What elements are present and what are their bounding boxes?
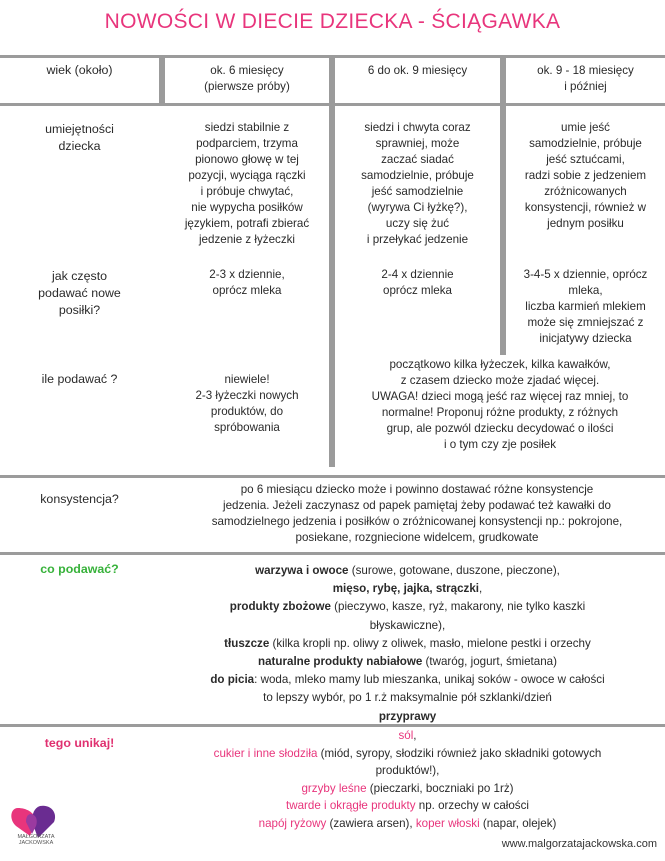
avoid-line: produktów!), <box>375 764 440 778</box>
what-label: co podawać? <box>40 562 119 576</box>
skills-col-3: umie jeść samodzielnie, próbuje jeść sztućcami, radzi sobie z jedzeniem zróżnicowanych konsystencji, również w jednym posiłku <box>524 121 647 230</box>
what-line: to lepszy wybór, po 1 r.ż maksymalnie pół szklanki/dzień <box>263 691 552 705</box>
avoid-line: twarde i okrągłe produkty np. orzechy w całości <box>286 799 529 813</box>
skills-col-2: siedzi i chwyta coraz sprawniej, może zaczać siadać samodzielnie, próbuje jeść samodzielnie (wyrywa Ci łyżkę?), uczy się żuć i przełykać jedzenie <box>361 121 474 246</box>
avoid-line: cukier i inne słodziła (miód, syropy, słodziki również jako składniki gotowych <box>213 746 602 760</box>
age-col-1: ok. 6 miesięcy (pierwsze próby) <box>204 64 290 93</box>
what-line: mięso, rybę, jajka, strączki, <box>332 582 483 596</box>
heart-logo-icon <box>10 800 62 858</box>
age-label: wiek (około) <box>46 63 113 77</box>
avoid-line: napój ryżowy (zawiera arsen), koper włoski (napar, olejek) <box>258 816 557 830</box>
what-line: do picia: woda, mleko mamy lub mieszanka, unikaj soków - owoce w całości <box>210 673 605 687</box>
website-link[interactable]: www.malgorzatajackowska.com <box>501 838 657 850</box>
logo-text: MAŁGORZATA JACKOWSKA <box>17 834 55 846</box>
avoid-line: grzyby leśne (pieczarki, boczniaki po 1rż) <box>301 781 514 795</box>
skills-label: umiejętności dziecka <box>45 122 114 153</box>
frequency-col-2: 2-4 x dziennie oprócz mleka <box>381 268 454 297</box>
what-line: warzywa i owoce (surowe, gotowane, duszone, pieczone), <box>255 564 560 577</box>
page-title: NOWOŚCI W DIECIE DZIECKA - ŚCIĄGAWKA <box>104 10 561 33</box>
skills-col-1: siedzi stabilnie z podparciem, trzyma pionowo głowę w tej pozycji, wyciąga rączki i próbuje chwytać, nie wypycha posiłków językiem, potrafi zbierać jedzenie z łyżeczki <box>184 121 310 246</box>
frequency-col-3: 3-4-5 x dziennie, oprócz mleka, liczba karmień mlekiem może się zmniejszać z inicjatywy dziecka <box>523 268 648 345</box>
age-col-3: ok. 9 - 18 miesięcy i później <box>537 64 634 93</box>
what-line: produkty zbożowe (pieczywo, kasze, ryż, makarony, nie tylko kaszki <box>229 600 586 614</box>
avoid-line: sól, <box>398 729 417 742</box>
what-line: przyprawy <box>378 709 437 723</box>
age-col-2: 6 do ok. 9 miesięcy <box>367 64 468 77</box>
frequency-label: jak często podawać nowe posiłki? <box>38 269 121 317</box>
amount-col-1: niewiele! 2-3 łyżeczki nowych produktów, do spróbowania <box>195 373 299 434</box>
amount-label: ile podawać ? <box>41 372 118 386</box>
rule-table-bottom <box>0 475 665 478</box>
avoid-label: tego unikaj! <box>44 736 115 750</box>
rule-consistency-bottom <box>0 552 665 555</box>
consistency-text: po 6 miesiącu dziecko może i powinno dostawać różne konsystencje jedzenia. Jeżeli zaczynasz od papek pamiętaj żeby podawać też kawałki do samodzielnego jedzenia i posiłków o zróżnicowanej konsystencji np.: pokrojone, posiekane, rozgniecione widelcem, grudkowate <box>211 483 623 544</box>
frequency-col-1: 2-3 x dziennie, oprócz mleka <box>209 268 285 297</box>
what-list <box>150 562 665 726</box>
what-line: błyskawiczne), <box>369 618 446 632</box>
amount-col-23: początkowo kilka łyżeczek, kilka kawałków, z czasem dziecko może zjadać więcej. UWAGA! dzieci mogą jeść raz więcej raz mniej, to normalne! Proponuj różne produkty, z różnych grup, ale pozwól dziecku decydować o ilości i o tym czy zje posiłek <box>371 358 629 451</box>
what-line: naturalne produkty nabiałowe (twaróg, jogurt, śmietana) <box>258 655 557 669</box>
consistency-label: konsystencja? <box>40 492 119 506</box>
avoid-list <box>150 727 665 833</box>
what-line: tłuszcze (kilka kropli np. oliwy z oliwek, masło, mielone pestki i orzechy <box>224 636 591 650</box>
